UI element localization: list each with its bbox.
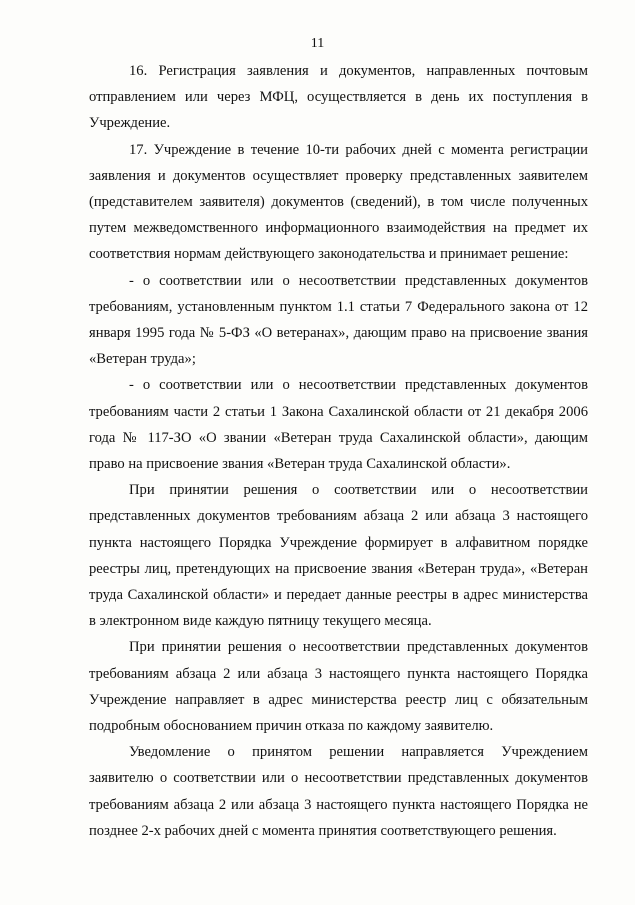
document-body [89, 58, 588, 844]
page-number: 11 [310, 36, 325, 51]
paragraph-17-refusal: При принятии решения о несоответствии представленных документов требованиям абзаца 2 или абзаца 3 настоящего пункта настоящего Порядка Учреждение направляет в адрес министерства реестр лиц с обязательным подробным обоснованием причин отказа по каждому заявителю. [89, 639, 588, 735]
paragraph-17: 17. Учреждение в течение 10-ти рабочих дней с момента регистрации заявления и документов осуществляет проверку представленных заявителем (представителем заявителя) документов (сведений), в том числе полученных путем межведомственного информационного взаимодействия на предмет их соответствия нормам действующего законодательства и принимает решение: [89, 141, 588, 263]
paragraph-17-notification: Уведомление о принятом решении направляется Учреждением заявителю о соответствии или о несоответствии представленных документов требованиям абзаца 2 или абзаца 3 настоящего пункта настоящего Порядка не позднее 2-х рабочих дней с момента принятия соответствующего решения. [89, 744, 588, 839]
paragraph-17-registry: При принятии решения о соответствии или о несоответствии представленных документов требованиям абзаца 2 или абзаца 3 настоящего пункта настоящего Порядка Учреждение формирует в алфавитном порядке реестры лиц, претендующих на присвоение звания «Ветеран труда», «Ветеран труда Сахалинской области» и передает данные реестры в адрес министерства в электронном виде каждую пятницу текущего месяца. [89, 482, 588, 630]
paragraph-17-item-2: - о соответствии или о несоответствии представленных документов требованиям части 2 статьи 1 Закона Сахалинской области от 21 декабря 2006 года № 117-ЗО «О звании «Ветеран труда Сахалинской области», дающим право на присвоение звания «Ветеран труда Сахалинской области». [89, 377, 588, 473]
paragraph-16: 16. Регистрация заявления и документов, направленных почтовым отправлением или через МФЦ, осуществляется в день их поступления в Учреждение. [89, 63, 588, 132]
paragraph-17-item-1: - о соответствии или о несоответствии представленных документов требованиям, установленным пунктом 1.1 статьи 7 Федерального закона от 12 января 1995 года № 5-ФЗ «О ветеранах», дающим право на присвоение звания «Ветеран труда»; [89, 272, 588, 368]
